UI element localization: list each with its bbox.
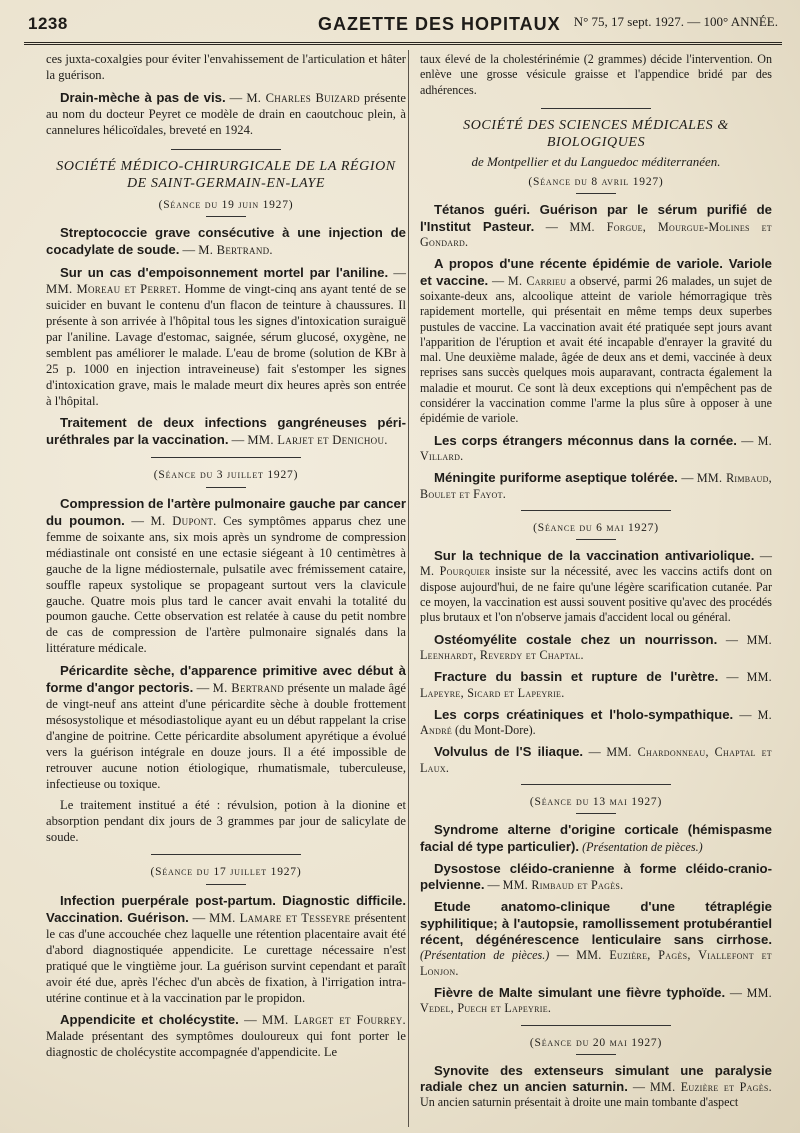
article-title: Tétanos guéri. Guérison par le sérum purifié de l'Institut Pasteur. bbox=[420, 202, 772, 234]
society-name: SOCIÉTÉ MÉDICO-CHIRURGICALE DE LA RÉGION DE SAINT-GERMAIN-EN-LAYE bbox=[56, 158, 396, 191]
article-author: MM. Vedel, Puech et Lapeyrie. bbox=[420, 985, 772, 1016]
article-text: (du Mont-Dore). bbox=[455, 723, 536, 738]
article: Etude anatomo-clinique d'une tétraplégie syphilitique; à l'autopsie, ramollissement protubérantiel récent, dégénérescence lenticulaire sans cirrhose. (Présentation de pièces.) — MM. Euzière, Pagès, Viallefont et Lonjon. bbox=[420, 899, 772, 978]
article-author: MM. Larjet et Denichou. bbox=[247, 433, 388, 448]
article: Tétanos guéri. Guérison par le sérum purifié de l'Institut Pasteur. — MM. Forgue, Mourgue-Molines et Gondard. bbox=[420, 202, 772, 250]
article-author: MM. Lamare et Tesseyre bbox=[209, 910, 351, 925]
right-column bbox=[420, 52, 772, 1117]
article-text: présente un malade âgé de vingt-neuf ans atteint d'une péricardite sèche à double frottement mésosystolique et mésodiastolique ayant eu un début rappelant la crise d'angine de poitrine. Cette péricardite absolument apyrétique a évolué vers la guérison intégrale en douze jours. Il a été impossible de retrouver aucune notion étiologique, rhumatismale, tuberculeuse, infectieuse ou toxique. bbox=[46, 681, 407, 791]
article-text: présentent le cas d'une accouchée chez laquelle une rétention placentaire avait été d'abord diagnostiquée appendicite. Le curettage nécessaire n'est pratiqué que le vingtième jour. La guérison survint cependant et paraît avoir été due, après l'échec d'un abcès de fixation, à l'irrigation intra-utérine continue et à la vaccination par le propidon. bbox=[46, 910, 406, 1005]
article-text: Ces symptômes apparus chez une femme de soixante ans, six mois après un syndrome de compression médiastinale ont consisté en une ectasie siégeant à 10 centimètres à gauche de la ligne médiosternale, pulsatile avec frémissement cataire, souffle rapeux systolique se propageant surtout vers la clavicule gauche. Quatre mois plus tard le cancer avait envahi la totalité du poumon gauche. Cette observation est relatée à cause du petit nombre de cas de compression de l'artère pulmonaire signalés dans la littérature médicale. bbox=[46, 514, 406, 656]
article: Méningite puriforme aseptique tolérée. — MM. Rimbaud, Boulet et Fayot. bbox=[420, 470, 772, 501]
paragraph: taux élevé de la cholestérinémie (2 grammes) décide l'intervention. On enlève une grosse vésicule graisse et l'appendice bridé par des adhérences. bbox=[420, 52, 772, 97]
article-title: Sur un cas d'empoisonnement mortel par l'aniline. bbox=[60, 265, 389, 281]
article: Compression de l'artère pulmonaire gauche par cancer du poumon. — M. Dupont. Ces symptômes apparus chez une femme de soixante ans, six mois après un syndrome de compression médiastinale ont consisté en une ectasie siégeant à 10 centimètres à gauche de la ligne médiosternale, pulsatile avec frémissement cataire, souffle rapeux systolique se propageant surtout vers la clavicule gauche. Quatre mois plus tard le cancer avait envahi la totalité du poumon gauche. Cette observation est relatée à cause du petit nombre de cas de compression de l'artère pulmonaire signalés dans la littérature médicale. bbox=[46, 496, 406, 656]
article-title: Fracture du bassin et rupture de l'urètre. bbox=[434, 669, 719, 685]
article-author: MM. Rimbaud et Pagès. bbox=[502, 878, 624, 893]
article: Péricardite sèche, d'apparence primitive avec début à forme d'angor pectoris. — M. Bertrand présente un malade âgé de vingt-neuf ans atteint d'une péricardite sèche à double frottement mésosystolique et mésodiastolique ayant eu un début rappelant la crise d'angine de poitrine. Cette péricardite absolument apyrétique a évolué vers la guérison intégrale en douze jours. Il a été impossible de retrouver aucune notion étiologique, rhumatismale, tuberculeuse, infectieuse ou toxique. bbox=[46, 663, 407, 791]
section-rule bbox=[521, 510, 671, 511]
session-rule bbox=[576, 1054, 616, 1055]
article-title: Péricardite sèche, d'apparence primitive avec début à forme d'angor pectoris. bbox=[46, 663, 406, 696]
session-date: (Séance du 13 mai 1927) bbox=[529, 795, 663, 808]
article-title: Synovite des extenseurs simulant une paralysie radiale chez un ancien saturnin. bbox=[420, 1062, 772, 1095]
header-rule bbox=[24, 42, 782, 45]
issue-info: N° 75, 17 sept. 1927. — 100° ANNÉE. bbox=[573, 14, 778, 29]
session-rule bbox=[206, 487, 246, 488]
left-column bbox=[46, 52, 406, 1067]
session-rule bbox=[576, 539, 616, 540]
journal-title: GAZETTE DES HOPITAUX bbox=[318, 14, 561, 34]
article-author: M. Pourquier bbox=[420, 564, 491, 579]
article-title: Etude anatomo-clinique d'une tétraplégie syphilitique; à l'autopsie, ramollissement protubérantiel récent, dégénérescence lenticulaire sans cirrhose. bbox=[420, 899, 772, 948]
session-date: (Séance du 3 juillet 1927) bbox=[153, 469, 299, 482]
article: Traitement de deux infections gangréneuses péri-uréthrales par la vaccination. — MM. Larjet et Denichou. bbox=[46, 415, 406, 448]
session-date: (Séance du 17 juillet 1927) bbox=[150, 866, 302, 879]
article: Appendicite et cholécystite. — MM. Larget et Fourrey. Malade présentant des symptômes douloureux qui font porter le diagnostic de cholécystite accompagnée d'appendicite. Le bbox=[46, 1012, 406, 1060]
article-title: Traitement de deux infections gangréneuses péri-uréthrales par la vaccination. bbox=[46, 415, 406, 448]
article-title: Sur la technique de la vaccination antivariolique. bbox=[434, 548, 755, 564]
article: Les corps créatiniques et l'holo-sympathique. — M. André (du Mont-Dore). bbox=[420, 706, 773, 738]
session-rule bbox=[576, 813, 616, 814]
article-text: Malade présentant des symptômes douloureux qui font porter le diagnostic de cholécystite accompagnée d'appendicite. Le bbox=[46, 1029, 406, 1060]
article-author: M. Villard. bbox=[420, 433, 772, 463]
article-author: MM. Chardonneau, Chaptal et Laux. bbox=[420, 745, 772, 775]
article: Synovite des extenseurs simulant une paralysie radiale chez un ancien saturnin. — MM. Euzière et Pagès. Un ancien saturnin présentait à droite une main tombante d'aspect bbox=[420, 1062, 773, 1110]
session-date: (Séance du 20 mai 1927) bbox=[529, 1036, 663, 1049]
article: Drain-mèche à pas de vis. — M. Charles Buizard présente au nom du docteur Peyret ce modèle de drain en caoutchouc plein, à cannelures hélicoïdales, breveté en 1924. bbox=[46, 89, 406, 137]
article-author: MM. Moreau et Perret. bbox=[46, 282, 181, 297]
article-author: MM. Euzière et Pagès. bbox=[649, 1080, 773, 1095]
article-title: Infection puerpérale post-partum. Diagnostic difficile. Vaccination. Guérison. bbox=[46, 893, 406, 925]
article-author: M. Dupont. bbox=[150, 514, 217, 529]
article-title: Streptococcie grave consécutive à une injection de cocadylate de soude. bbox=[46, 225, 406, 258]
article-title: Compression de l'artère pulmonaire gauche par cancer du poumon. bbox=[46, 496, 406, 529]
session-rule bbox=[206, 884, 246, 885]
section-rule bbox=[521, 784, 671, 785]
section-rule bbox=[151, 854, 301, 855]
article-author: M. Bertrand bbox=[212, 681, 285, 696]
article: Sur un cas d'empoisonnement mortel par l'aniline. — MM. Moreau et Perret. Homme de vingt-cinq ans ayant tenté de se suicider en buvant le contenu d'un flacon de teinture à chaussures. Il présente à son arrivée à l'hôpital tous les signes d'intoxication suraiguë par l'aniline. Lavage d'estomac, saignée, sérum glucosé, oxygène, ne semblent pas améliorer le malade. L'eau de brome (solution de KBr à 25 p. 1000 en injection intraveineuse) fait s'estomper les signes d'intoxication grave, mais le malade meurt dix heures après son entrée à l'hôpital. bbox=[46, 265, 406, 408]
article: Streptococcie grave consécutive à une injection de cocadylate de soude. — M. Bertrand. bbox=[46, 225, 406, 258]
article: Dysostose cléido-cranienne à forme cléido-cranio-pelvienne. — MM. Rimbaud et Pagès. bbox=[420, 860, 772, 893]
paragraph: ces juxta-coxalgies pour éviter l'envahissement de l'articulation et hâter la guérison. bbox=[46, 52, 406, 82]
article-title: Syndrome alterne d'origine corticale (hémispasme facial dé type particulier). bbox=[420, 822, 772, 854]
article: Volvulus de l'S iliaque. — MM. Chardonneau, Chaptal et Laux. bbox=[420, 744, 772, 775]
article-author: MM. Rimbaud, Boulet et Fayot. bbox=[420, 471, 772, 501]
article: Fièvre de Malte simulant une fièvre typhoïde. — MM. Vedel, Puech et Lapeyrie. bbox=[420, 984, 772, 1016]
section-rule bbox=[171, 149, 281, 150]
article-author: MM. Forgue, Mourgue-Molines et Gondard. bbox=[420, 219, 772, 250]
page-header bbox=[28, 14, 778, 42]
article-author: MM. Larget et Fourrey. bbox=[262, 1013, 406, 1028]
session-date: (Séance du 19 juin 1927) bbox=[158, 198, 294, 211]
article-author: M. Charles Buizard bbox=[246, 90, 360, 105]
paragraph: Le traitement institué a été : révulsion, potion à la dionine et absorption pendant dix jours de 3 grammes par jour de salicylate de soude. bbox=[46, 798, 406, 845]
article: Infection puerpérale post-partum. Diagnostic difficile. Vaccination. Guérison. — MM. Lamare et Tesseyre présentent le cas d'une accouchée chez laquelle une rétention placentaire avait été d'abord diagnostiquée appendicite. Le curettage nécessaire n'est pratiqué que le vingtième jour. La guérison survint cependant et paraît avoir été due, après l'échec d'un abcès de fixation, à l'irrigation intra-utérine continue et à la vaccination par le propidon. bbox=[46, 893, 406, 1005]
article-text: Homme de vingt-cinq ans ayant tenté de se suicider en buvant le contenu d'un flacon de teinture à chaussures. Il présente à son arrivée à l'hôpital tous les signes d'intoxication suraiguë par l'aniline. Lavage d'estomac, saignée, sérum glucosé, oxygène, ne semblent pas améliorer le malade. L'eau de brome (solution de KBr à 25 p. 1000 en injection intraveineuse) fait s'estomper les signes d'intoxication grave, mais le malade meurt dix heures après son entrée à l'hôpital. bbox=[46, 282, 406, 408]
article: A propos d'une récente épidémie de variole. Variole et vaccine. — M. Carrieu a observé, parmi 26 malades, un sujet de soixante-deux ans, alcoolique atteint de variole hémorragique très rapidement mortelle, qui présentait en même temps deux superbes pustules de vaccine. La vaccination avait été pratiquée sept jours avant l'apparition de l'éruption et avait été incapable d'enrayer la gravité du mal. Une deuxième malade, âgée de deux ans et demi, vaccinée à deux reprises sans succès quelques mois auparavant, contracta également la maladie et mourut. Ce sont là deux exceptions qui n'empêchent pas de considérer la vaccination comme l'arme la plus sûre à opposer à une épidémie de variole. bbox=[420, 256, 772, 426]
article: Ostéomyélite costale chez un nourrisson. — MM. Leenhardt, Reverdy et Chaptal. bbox=[420, 631, 772, 662]
session-rule bbox=[206, 216, 246, 217]
article-title: Volvulus de l'S iliaque. bbox=[434, 744, 584, 760]
article-title: Les corps étrangers méconnus dans la cornée. bbox=[434, 432, 737, 448]
article-author: M. Carrieu bbox=[507, 273, 567, 288]
page-number: 1238 bbox=[28, 14, 68, 33]
article-text: a observé, parmi 26 malades, un sujet de soixante-deux ans, alcoolique atteint de variole hémorragique très rapidement mortelle, qui présentait en même temps deux superbes pustules de vaccine. La vaccination avait été pratiquée sept jours avant l'apparition de l'éruption et avait été incapable d'enrayer la gravité du mal. Une deuxième malade, âgée de deux ans et demi, vaccinée à deux reprises sans succès quelques mois auparavant, contracta également la maladie et mourut. Ce sont là deux exceptions qui n'empêchent pas de considérer la vaccination comme l'arme la plus sûre à opposer à une épidémie de variole. bbox=[420, 273, 772, 426]
society-subtitle: de Montpellier et du Languedoc méditerranéen. bbox=[471, 153, 721, 169]
article-author: M. Bertrand. bbox=[198, 243, 273, 258]
article-title: Drain-mèche à pas de vis. bbox=[60, 89, 226, 105]
article-text: présente au nom du docteur Peyret ce modèle de drain en caoutchouc plein, à cannelures hélicoïdales, breveté en 1924. bbox=[46, 90, 406, 137]
article-title: Fièvre de Malte simulant une fièvre typhoïde. bbox=[434, 984, 726, 1000]
article: Les corps étrangers méconnus dans la cornée. — M. Villard. bbox=[420, 432, 772, 463]
article bbox=[420, 822, 772, 855]
article-title: A propos d'une récente épidémie de variole. Variole et vaccine. bbox=[420, 256, 772, 288]
article-author: M. André bbox=[420, 707, 773, 738]
section-rule bbox=[541, 108, 651, 109]
article-title: Ostéomyélite costale chez un nourrisson. bbox=[434, 631, 718, 647]
section-rule bbox=[521, 1025, 671, 1026]
article: Sur la technique de la vaccination antivariolique. — M. Pourquier insiste sur la nécessité, avec les vaccins actifs dont on dispose aujourd'hui, de ne faire qu'une légère scarification cutanée. Par ce moyen, la vaccination est aussi souvent positive qu'avec des procédés plus brutaux et l'on n'observe jamais d'accident local ou général. bbox=[420, 548, 772, 625]
article-title: Dysostose cléido-cranienne à forme cléido-cranio-pelvienne. bbox=[420, 860, 772, 893]
society-name: SOCIÉTÉ DES SCIENCES MÉDICALES & BIOLOGIQUES bbox=[463, 117, 729, 150]
article-text: Un ancien saturnin présentait à droite une main tombante d'aspect bbox=[420, 1095, 739, 1110]
section-rule bbox=[151, 457, 301, 458]
session-rule bbox=[576, 193, 616, 194]
session-date: (Séance du 6 mai 1927) bbox=[533, 521, 659, 534]
article-title: Méningite puriforme aseptique tolérée. bbox=[434, 470, 678, 486]
article-text: insiste sur la nécessité, avec les vaccins actifs dont on dispose aujourd'hui, de ne faire qu'une légère scarification cutanée. Par ce moyen, la vaccination est aussi souvent positive qu'avec des procédés plus brutaux et l'on n'observe jamais d'accident local ou général. bbox=[420, 564, 772, 625]
article-text: (Présentation de pièces.) bbox=[420, 948, 550, 963]
article-author: MM. Lapeyre, Sicard et Lapeyrie. bbox=[420, 670, 772, 700]
article-title: Appendicite et cholécystite. bbox=[60, 1012, 239, 1028]
article-author: MM. Leenhardt, Reverdy et Chaptal. bbox=[420, 632, 772, 662]
column-divider bbox=[408, 50, 409, 1127]
session-date: (Séance du 8 avril 1927) bbox=[528, 176, 664, 189]
article-title: Les corps créatiniques et l'holo-sympathique. bbox=[434, 706, 734, 722]
article-text: (Présentation de pièces.) bbox=[582, 839, 703, 854]
article: Fracture du bassin et rupture de l'urètre. — MM. Lapeyre, Sicard et Lapeyrie. bbox=[420, 669, 772, 700]
article-author: MM. Euzière, Pagès, Viallefont et Lonjon. bbox=[420, 948, 772, 978]
